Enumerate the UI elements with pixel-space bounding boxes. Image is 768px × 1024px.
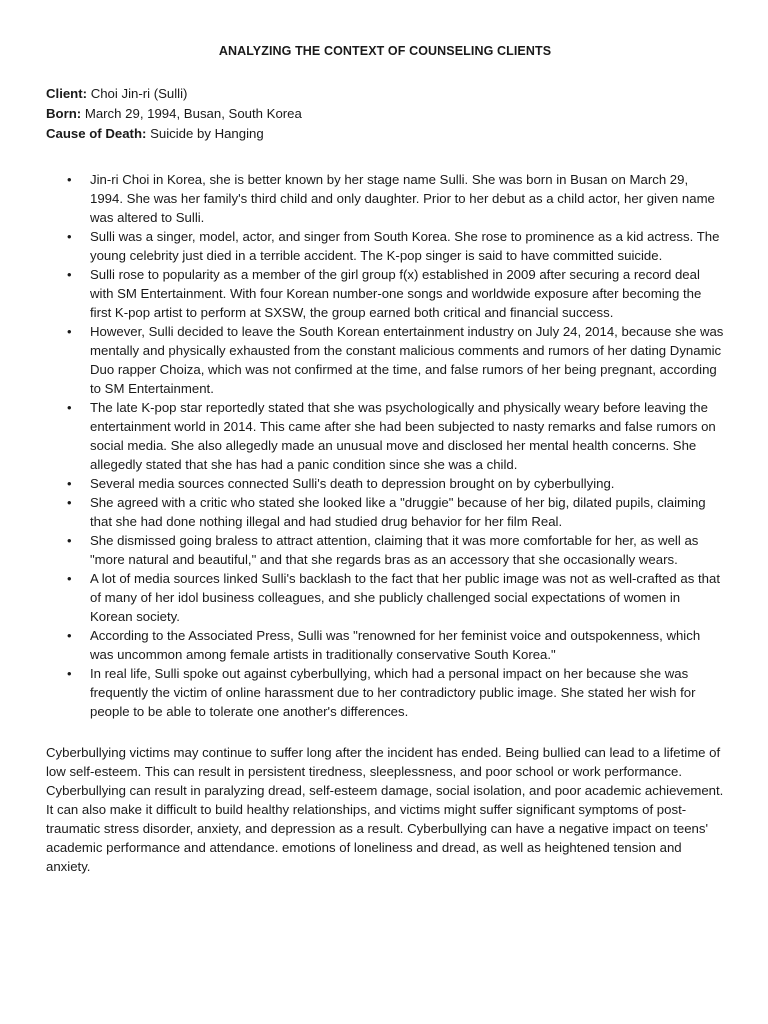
bullet-icon: • xyxy=(67,267,72,282)
bullet-text: Sulli was a singer, model, actor, and singer from South Korea. She rose to prominence as a kid actress. The young celebrity just died in a terrible accident. The K-pop singer is said to have committed suicide. xyxy=(90,229,720,263)
bullet-item xyxy=(46,626,724,664)
bullet-icon: • xyxy=(67,571,72,586)
bullet-icon: • xyxy=(67,666,72,681)
born-line xyxy=(46,104,724,124)
born-label: Born: xyxy=(46,106,82,121)
bullet-item xyxy=(46,322,724,398)
bullet-item xyxy=(46,474,724,493)
bullet-icon: • xyxy=(67,476,72,491)
bullet-text: In real life, Sulli spoke out against cyberbullying, which had a personal impact on her because she was frequently the victim of online harassment due to her contradictory public image. She stated her wish for people to be able to tolerate one another's differences. xyxy=(90,666,696,719)
bullet-item xyxy=(46,493,724,531)
bullet-list xyxy=(46,170,724,721)
bullet-text: She agreed with a critic who stated she looked like a "druggie" because of her big, dilated pupils, claiming that she had done nothing illegal and had studied drug behavior for her film Real. xyxy=(90,495,706,529)
bullet-icon: • xyxy=(67,172,72,187)
client-value: Choi Jin-ri (Sulli) xyxy=(90,86,188,101)
cause-of-death-line xyxy=(46,124,724,144)
bullet-item xyxy=(46,398,724,474)
bullet-icon: • xyxy=(67,533,72,548)
client-line xyxy=(46,84,724,104)
bullet-icon: • xyxy=(67,324,72,339)
cause-of-death-label: Cause of Death: xyxy=(46,126,147,141)
born-value: March 29, 1994, Busan, South Korea xyxy=(84,106,302,121)
bullet-text: Several media sources connected Sulli's death to depression brought on by cyberbullying. xyxy=(90,476,615,491)
bullet-item xyxy=(46,664,724,721)
client-label: Client: xyxy=(46,86,88,101)
bullet-text: According to the Associated Press, Sulli was "renowned for her feminist voice and outspokenness, which was uncommon among female artists in traditionally conservative South Korea." xyxy=(90,628,701,662)
bullet-item xyxy=(46,569,724,626)
client-info xyxy=(46,84,724,144)
bullet-item xyxy=(46,227,724,265)
bullet-icon: • xyxy=(67,229,72,244)
bullet-icon: • xyxy=(67,400,72,415)
bullet-text: She dismissed going braless to attract attention, claiming that it was more comfortable for her, as well as "more natural and beautiful," and that she regards bras as an accessory that she occasionally wears. xyxy=(90,533,699,567)
closing-paragraph: Cyberbullying victims may continue to suffer long after the incident has ended. Being bullied can lead to a lifetime of low self-esteem. This can result in persistent tiredness, sleeplessness, and poor school or work performance. Cyberbullying can result in paralyzing dread, self-esteem damage, social isolation, and poor academic achievement. It can also make it difficult to build healthy relationships, and victims might suffer significant symptoms of post-traumatic stress disorder, anxiety, and depression as a result. Cyberbullying can have a negative impact on teens' academic performance and attendance. emotions of loneliness and dread, as well as heightened tension and anxiety. xyxy=(46,745,724,874)
cause-of-death-value: Suicide by Hanging xyxy=(150,126,264,141)
bullet-text: However, Sulli decided to leave the South Korean entertainment industry on July 24, 2014, because she was mentally and physically exhausted from the constant malicious comments and rumors of her dating Dynamic Duo rapper Choiza, which was not confirmed at the time, and false rumors of her being pregnant, according to SM Entertainment. xyxy=(90,324,724,396)
bullet-text: Jin-ri Choi in Korea, she is better known by her stage name Sulli. She was born in Busan on March 29, 1994. She was her family's third child and only daughter. Prior to her debut as a child actor, her given name was altered to Sulli. xyxy=(90,172,715,225)
bullet-text: Sulli rose to popularity as a member of the girl group f(x) established in 2009 after securing a record deal with SM Entertainment. With four Korean number-one songs and worldwide exposure after becoming the first K-pop artist to perform at SXSW, the group earned both critical and financial success. xyxy=(90,267,702,320)
bullet-icon: • xyxy=(67,495,72,510)
bullet-item xyxy=(46,170,724,227)
document-title: ANALYZING THE CONTEXT OF COUNSELING CLIENTS xyxy=(218,44,552,58)
bullet-text: The late K-pop star reportedly stated that she was psychologically and physically weary before leaving the entertainment world in 2014. This came after she had been subjected to nasty remarks and false rumors on social media. She also allegedly made an unusual move and disclosed her mental health concerns. She allegedly stated that she has had a panic condition since she was a child. xyxy=(90,400,716,472)
bullet-item xyxy=(46,531,724,569)
bullet-item xyxy=(46,265,724,322)
bullet-icon: • xyxy=(67,628,72,643)
bullet-text: A lot of media sources linked Sulli's backlash to the fact that her public image was not as well-crafted as that of many of her idol business colleagues, and she publicly challenged social expectations of women in Korean society. xyxy=(90,571,720,624)
